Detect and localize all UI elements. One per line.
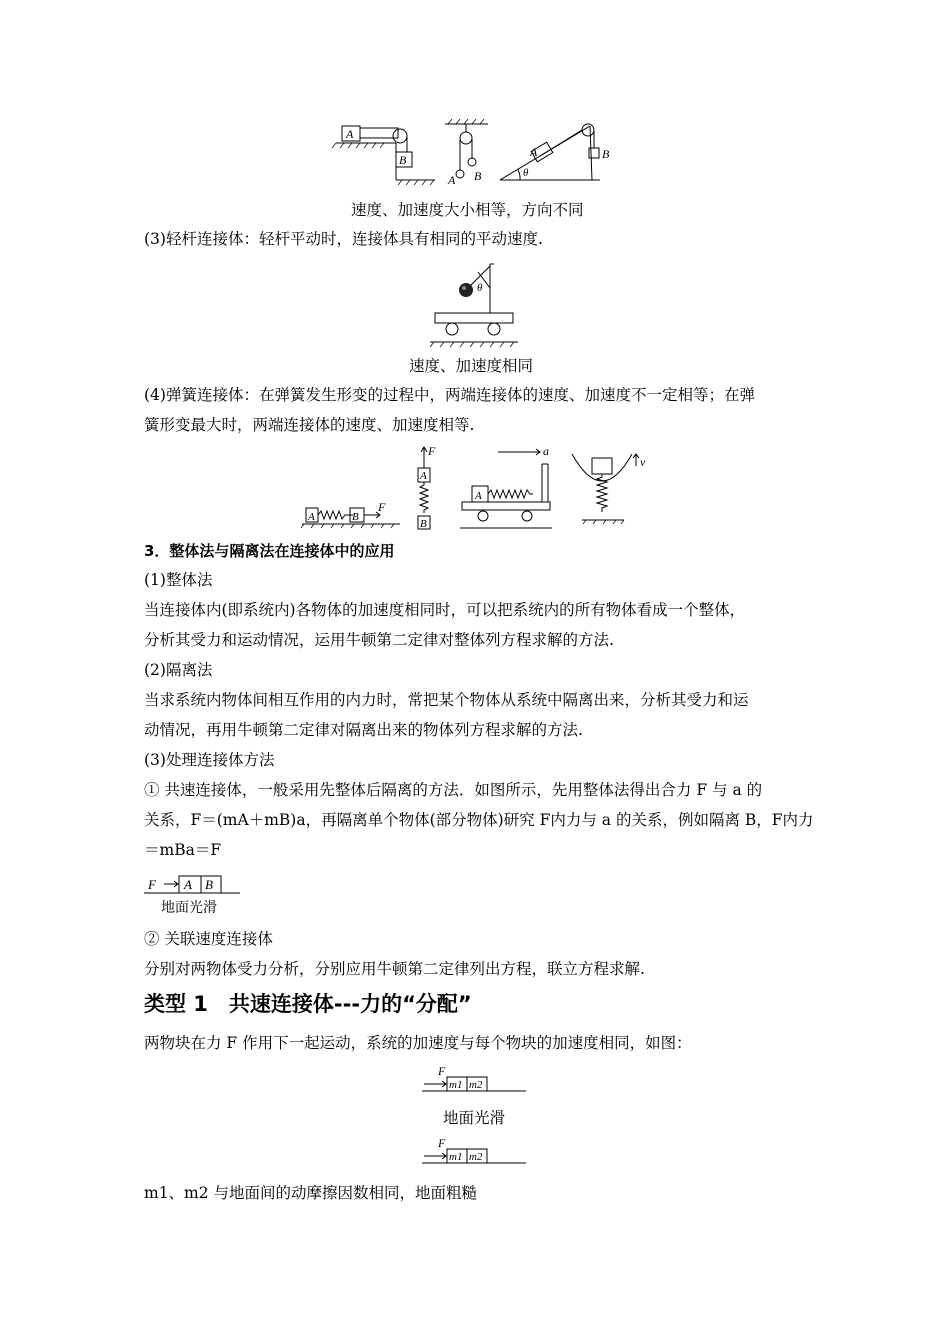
fig-label-F: F (148, 877, 156, 892)
label-B-3: B (602, 147, 610, 161)
item1-line2: 关系，F＝(mA＋mB)a，再隔离单个物体(部分物体)研究 F内力与 a 的关系，例如隔离 B，F内力 (144, 811, 814, 829)
fig2-caption: 速度、加速度相同 (409, 357, 534, 375)
r-fig-label-F: F (438, 1136, 446, 1150)
r-fig-label-m2: m2 (469, 1151, 483, 1163)
cart-label-A: A (475, 490, 482, 502)
r-fig-label-m1: m1 (449, 1151, 463, 1163)
m-fig-label-m1: m1 (449, 1079, 463, 1091)
fig1-caption: 速度、加速度大小相等，方向不同 (351, 201, 584, 219)
label-A: A (346, 127, 354, 141)
bowl-label-v: v (640, 455, 646, 469)
light-rod-cart-figure (430, 258, 520, 342)
item2-line2: 分别对两物体受力分析，分别应用牛顿第二定律列出方程，联立方程求解. (144, 960, 645, 978)
item1-line1: ① 共速连接体，一般采用先整体后隔离的方法．如图所示，先用整体法得出合力 F 与 a 的 (144, 781, 763, 799)
m1-m2-smooth-figure (422, 1064, 528, 1094)
incline-diagram (500, 124, 600, 180)
isolation-line2: 动情况，再用牛顿第二定律对隔离出来的物体列方程求解的方法. (144, 721, 583, 739)
label-B: B (399, 153, 407, 167)
m-fig-label-F: F (438, 1064, 446, 1078)
section3-title: 3．整体法与隔离法在连接体中的应用 (144, 542, 395, 560)
ball (459, 283, 473, 297)
para-spring-1: (4)弹簧连接体：在弹簧发生形变的过程中，两端连接体的速度、加速度不一定相等；在弹 (144, 386, 755, 404)
fig-label-A: A (184, 877, 192, 892)
label-A-3: A (530, 145, 538, 159)
type1-heading: 类型 1 共速连接体---力的“分配” (144, 992, 472, 1016)
spring-label-F: F (378, 500, 386, 514)
label-theta-2: θ (477, 282, 483, 294)
cart-label-a: a (543, 444, 549, 458)
para-light-rod: (3)轻杆连接体：轻杆平动时，连接体具有相同的平动速度. (144, 230, 543, 248)
smooth-ground-label-2: 地面光滑 (443, 1109, 506, 1127)
isolation-title: (2)隔离法 (144, 661, 213, 679)
vertical-label-F: F (428, 444, 436, 458)
whole-method-line1: 当连接体内(即系统内)各物体的加速度相同时，可以把系统内的所有物体看成一个整体， (144, 601, 746, 619)
fig-label-B: B (205, 877, 213, 892)
m1-m2-rough-figure (422, 1136, 528, 1166)
spring-connection-figure (300, 444, 660, 530)
rough-caption: m1、m2 与地面间的动摩擦因数相同，地面粗糙 (144, 1184, 478, 1202)
smooth-ground-label: 地面光滑 (161, 900, 217, 916)
type1-intro: 两物块在力 F 作用下一起运动，系统的加速度与每个物块的加速度相同，如图： (144, 1034, 692, 1052)
label-B-2: B (474, 169, 482, 183)
spring-label-B: B (352, 511, 359, 523)
para-spring-2: 簧形变最大时，两端连接体的速度、加速度相等. (144, 416, 475, 434)
isolation-line1: 当求系统内物体间相互作用的内力时，常把某个物体从系统中隔离出来，分析其受力和运 (144, 691, 749, 709)
spring-label-A: A (308, 511, 315, 523)
rope-connection-figure (330, 118, 630, 190)
label-A-2: A (448, 173, 456, 187)
label-theta: θ (523, 167, 529, 179)
vertical-label-A: A (420, 470, 427, 482)
whole-method-line2: 分析其受力和运动情况，运用牛顿第二定律对整体列方程求解的方法. (144, 631, 614, 649)
m-fig-label-m2: m2 (469, 1079, 483, 1091)
ceiling-pulley-diagram (445, 119, 488, 178)
smooth-ground-figure (144, 872, 244, 896)
vertical-label-B: B (420, 518, 427, 530)
whole-method-title: (1)整体法 (144, 571, 213, 589)
item1-line3: ＝mBa＝F (144, 841, 222, 859)
process-title: (3)处理连接体方法 (144, 751, 275, 769)
item2-line1: ② 关联速度连接体 (144, 930, 273, 948)
